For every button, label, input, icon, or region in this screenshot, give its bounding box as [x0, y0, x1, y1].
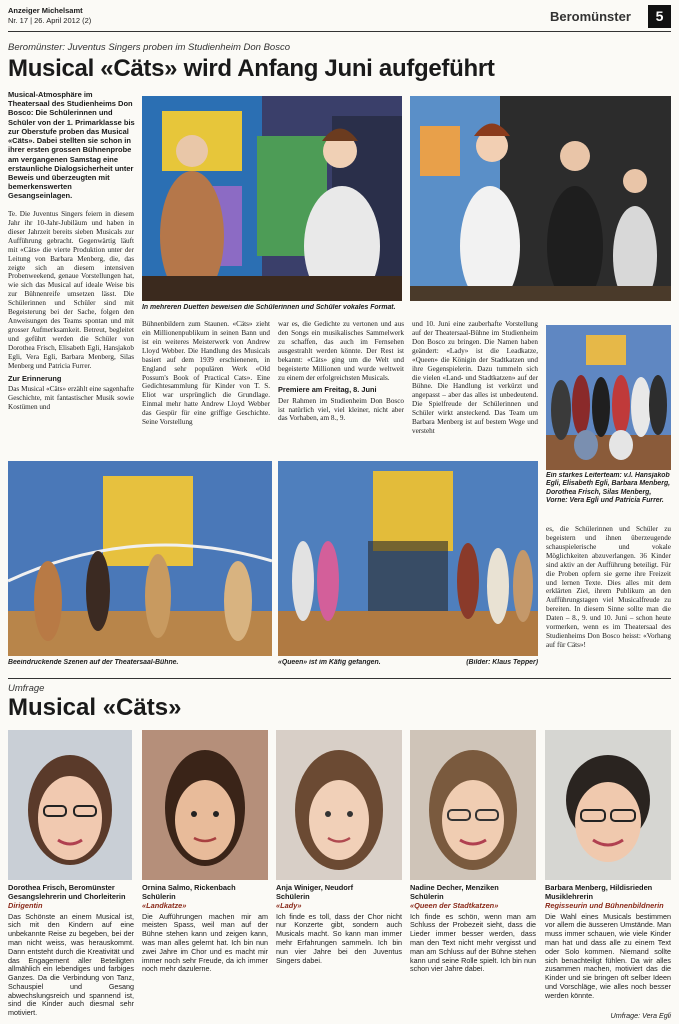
portrait-4 [410, 730, 536, 880]
article-column-2 [142, 320, 270, 460]
article-column-1 [8, 210, 134, 460]
portrait-2 [142, 730, 268, 880]
survey-kicker: Umfrage [8, 683, 45, 694]
paper-name: Anzeiger Michelsamt [8, 6, 83, 15]
person-3-name: Anja Winiger, Neudorf [276, 883, 354, 892]
photo-duet-2-image [410, 96, 671, 301]
photo-scene-2 [278, 461, 538, 656]
person-5-role: Regisseurin und Bühnenbildnerin [545, 900, 664, 910]
person-2-job: Schülerin [142, 891, 176, 901]
person-block-2 [142, 884, 268, 1020]
column-3-text: war es, die Gedichte zu vertonen und aus den Songs ein musikalisches Sammelwerk zu schaffen, das auch im Fernsehen ausgestrahlt werden könnte. Der Rest ist bekannt: «Cäts» ging um die Welt und begeisterte Millionen und wurde weltweit zu einem der erfolgreichsten Musicals. [278, 320, 404, 382]
portrait-5 [545, 730, 671, 880]
person-1-name: Dorothea Frisch, Beromünster [8, 883, 115, 892]
portrait-5-image [545, 730, 671, 880]
article-headline: Musical «Cäts» wird Anfang Juni aufgeführt [8, 55, 495, 82]
caption-top: In mehreren Duetten beweisen die Schülerinnen und Schüler vokales Format. [142, 304, 396, 311]
caption-scene-1: Beeindruckende Szenen auf der Theatersaal-Bühne. [8, 659, 179, 666]
portrait-3 [276, 730, 402, 880]
article-column-4 [412, 320, 538, 460]
person-block-4 [410, 884, 536, 1020]
photo-duet-1 [142, 96, 402, 301]
person-4-quote: Ich finde es schön, wenn man am Schluss der Probezeit sieht, dass die Lieder immer besser werden, dass man den Text nicht mehr vergisst und man am Schluss auf der Bühne stehen kann und seine Rolle spielt. Ich bin nun schon vier Jahre dabei. [410, 912, 536, 974]
header-rule [8, 31, 671, 32]
person-5-job: Musiklehrerin [545, 891, 594, 901]
article-column-5 [546, 525, 671, 675]
person-3-quote: Ich finde es toll, dass der Chor nicht nur Konzerte gibt, sondern auch Musicals macht. So kann man immer mehr Erfahrungen sammeln. Ich bin nun vier Jahre bei den Juventus Singers dabei. [276, 912, 402, 965]
column-3b-text: Der Rahmen im Studienheim Don Bosco ist natürlich viel, viel kleiner, nicht aber das Vorhaben, am 8., 9. [278, 396, 404, 423]
masthead [8, 5, 671, 29]
person-2-quote: Die Aufführungen machen mir am meisten Spass, weil man auf der Bühne stehen kann und zeigen kann, was man alles gelernt hat. Ich bin nun zwei Jahre im Chor und es macht mir immer noch sehr Freude, da ich immer noch mehr dazulerne. [142, 912, 268, 974]
person-2-role: «Landkatze» [142, 900, 187, 910]
photo-credit: (Bilder: Klaus Tepper) [466, 659, 538, 666]
person-4-job: Schülerin [410, 891, 444, 901]
subhead-premiere: Premiere am Freitag, 8. Juni [278, 385, 377, 395]
portrait-2-image [142, 730, 268, 880]
photo-scene-1-image [8, 461, 272, 656]
portrait-3-image [276, 730, 402, 880]
person-block-5 [545, 884, 671, 1010]
column-2-text: Bühnenbildern zum Staunen. «Cäts» zieht ein Millionenpublikum in seinen Bann und ist ein weiteres Meisterwerk von Andrew Lloyd Webber. Die Handlung des Musicals basiert auf dem 1939 erschienenen, in England sehr populären Werk «Old Possum's Book of Practical Cats». Eine Gedichtesammlung für Kinder von T. S. Eliot war ursprünglich die Grundlage. Einmal mehr hatte Andrew Lloyd Webber das Gespür für eine griffige Geschichte. Seine Vorstellung [142, 320, 270, 427]
person-1-job: Gesangslehrerin und Chorleiterin [8, 891, 126, 901]
article-column-3 [278, 320, 404, 460]
page-number: 5 [648, 5, 671, 28]
photo-scene-1 [8, 461, 272, 656]
column-5-text: es, die Schülerinnen und Schüler zu begeistern und ihnen überzeugende schauspielerische und vokale Möglichkeiten abzuverlangen. 36 Kinder sind aktiv an der Aufführung beteiligt. Für die Proben opfern sie gerne ihre Freizeit und lernen Texte. Dies alles mit dem erklärten Ziel, ihrem Publikum an den Aufführungstagen viel Musicalfreude zu bereiten. In diesem Sinne sollte man die Daten – 8., 9. und 10. Juni – schon heute vormerken, wenn es im Theatersaal des Studienheims Don Bosco heisst: «Vorhang auf für Cäts»! [546, 525, 671, 649]
column-1-text: Te. Die Juventus Singers feiern in diesem Jahr ihr 10-Jahr-Jubiläum und haben in dieser Jahrzeit bereits sieben Musicals zur Aufführung gebracht. Gegenwärtig läuft mit «Cäts» die vierte Produktion unter der Leitung von Barbara Menberg, die, das zeigte sich an diesem intensiven Probenweekend, genaue Vorstellungen hat, wie sich das Musical auf ideale Weise bis zur Bühnenreife umsetzen lässt. Die Schülerinnen und Schüler sind mit Begeisterung bei der Sache, folgen den Anweisungen des Teams spontan und mit grosser Aufmerksamkeit. Betreut, begleitet und geführt werden die Schüler von Dorothea Frisch, Elisabeth Egli, Hansjakob Egli, Vera Egli, Barbara Menberg, Silas Menberg und Patricia Furrer. [8, 210, 134, 370]
section-title: Beromünster [550, 9, 631, 24]
caption-scene-2: «Queen» ist im Käfig gefangen. [278, 659, 381, 666]
person-4-role: «Queen der Stadtkatzen» [410, 900, 499, 910]
survey-headline: Musical «Cäts» [8, 694, 182, 721]
person-3-role: «Lady» [276, 900, 302, 910]
portrait-1 [8, 730, 132, 880]
article-lead: Musical-Atmosphäre im Theatersaal des Studienheims Don Bosco: Die Schülerinnen und Schüler von der 1. Primarklasse bis zur Oberstufe proben das Musical «Cäts». Dabei stellten sie schon in ihrer ersten grossen Bühnenprobe am vergangenen Samstag eine erstaunliche Dialogsicherheit unter Beweis und überzeugten mit bemerkenswerten Gesangseinlagen. [8, 90, 135, 200]
portrait-4-image [410, 730, 536, 880]
article-kicker: Beromünster: Juventus Singers proben im Studienheim Don Bosco [8, 42, 290, 53]
person-2-name: Ornina Salmo, Rickenbach [142, 883, 236, 892]
photo-team-image [546, 325, 671, 470]
person-4-name: Nadine Decher, Menziken [410, 883, 499, 892]
column-4-text: und 10. Juni eine zauberhafte Vorstellung auf der Theatersaal-Bühne im Studienheim Don Bosco zu bringen. Die Namen haben geändert: «Lady» ist die Leadkatze, «Queen» die Königin der Stadtkatzen und ihre Gegenspielerin. Dazu tummeln sich die vielen «Land- und Stadtkatzen» auf der Bühne. Die Handlung ist verkürzt und angepasst – aber das alles ist unbedeutend. Die Spielfreude der Schülerinnen und Schüler wirkt ansteckend. Das Team um Barbara Menberg ist auf bestem Wege und versteht [412, 320, 538, 436]
photo-team [546, 325, 671, 470]
person-5-quote: Die Wahl eines Musicals bestimmen vor allem die äusseren Umstände. Man muss immer schauen, wie viele Kinder man hat und dass alle zu einem Text oder Solo kommen. Niemand sollte sich benachteiligt fühlen. Da wir alles zusammen machen, motiviert das die Kinder und sie bringen oft selber Ideen und Vorschläge, wie alles noch besser werden könnte. [545, 912, 671, 1000]
photo-duet-1-image [142, 96, 402, 301]
person-5-name: Barbara Menberg, Hildisrieden [545, 883, 653, 892]
section-rule [8, 678, 671, 679]
issue-info: Nr. 17 | 26. April 2012 (2) [8, 16, 92, 25]
column-1b-text: Das Musical «Cäts» erzählt eine sagenhafte Geschichte, mit fantastischer Musik sowie Kostümen und [8, 384, 134, 411]
photo-duet-2 [410, 96, 671, 301]
person-3-job: Schülerin [276, 891, 310, 901]
person-block-3 [276, 884, 402, 1020]
caption-team: Ein starkes Leiterteam: v.l. Hansjakob Egli, Elisabeth Egli, Barbara Menberg, Dorothea Frisch, Silas Menberg, Vorne: Vera Egli und Patricia Furrer. [546, 472, 671, 504]
portrait-1-image [8, 730, 132, 880]
person-1-role: Dirigentin [8, 900, 43, 910]
person-1-quote: Das Schönste an einem Musical ist, sich mit den Kindern auf eine unbekannte Reise zu begeben, bei der man nicht weiss, was herauskommt. Dann entsteht durch die Kreativität und das Engagement aller Beteiligten allmählich ein lebendiges und farbiges Ganzes. Da die Verbindung von Tanz, Schauspiel und Gesang abwechslungsreich und spannend ist, sind die Kinder auch diesmal sehr motiviert. [8, 912, 134, 1018]
person-block-1 [8, 884, 134, 1020]
survey-credit: Umfrage: Vera Egli [610, 1011, 671, 1020]
photo-scene-2-image [278, 461, 538, 656]
subhead-zur-erinnerung: Zur Erinnerung [8, 373, 62, 383]
